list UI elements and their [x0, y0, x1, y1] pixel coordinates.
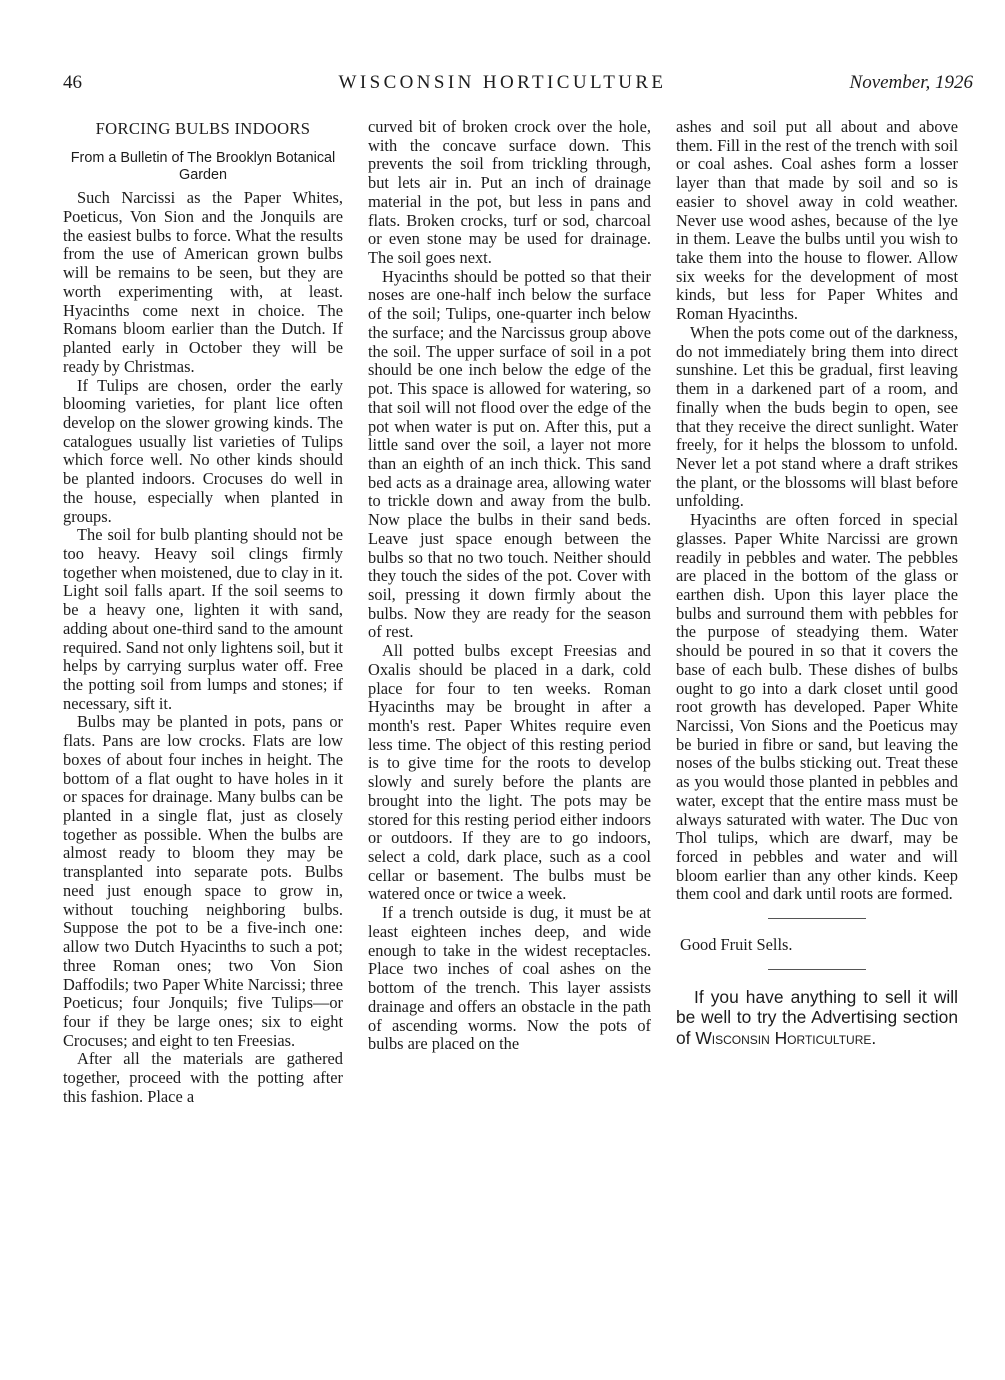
article-column-2 — [368, 118, 651, 1054]
paragraph: When the pots come out of the darkness, do not immediately bring them into direct sunshine. Let this be gradual, first leaving them in a darkened part of a room, and finally when the buds begin to open, see that they receive the direct sunlight. Water freely, for it helps the blossom to unfold. Never let a pot stand where a draft strikes the plant, or the blossoms will blast before unfolding. — [676, 322, 958, 511]
paragraph: After all the materials are gathered together, proceed with the potting after this fashion. Place a — [63, 1049, 343, 1106]
paragraph-continued: ashes and soil put all about and above them. Fill in the rest of the trench with soil or coal ashes. Coal ashes form a losser layer than that made by soil and so is easier to shovel away in cold weather. Never use wood ashes, because of the lye in them. Leave the bulbs until you wish to take them into the house to flower. Allow six weeks for the development of most kinds, but less for Paper Whites and Roman Hyacinths. — [676, 117, 958, 324]
journal-title: WISCONSIN HORTICULTURE — [338, 72, 667, 93]
page-number: 46 — [63, 72, 82, 93]
paragraph: Such Narcissi as the Paper Whites, Poeticus, Von Sion and the Jonquils are the easiest bulbs to force. What the results from the use of American grown bulbs will be remains to be seen, but they are worth experimenting with, at least. Hyacinths come next in choice. The Romans bloom earlier than the Dutch. If planted early in October they will be ready by Christmas. — [63, 188, 343, 376]
paragraph-continued: curved bit of broken crock over the hole, with the concave surface down. This prevents the soil from trickling through, but lets air in. Put an inch of drainage material in the pot, but less in pans and flats. Broken crocks, turf or sod, charcoal or even stone may be used for drainage. The soil goes next. — [368, 117, 651, 268]
paragraph: Bulbs may be planted in pots, pans or flats. Pans are low crocks. Flats are low boxes of about four inches in height. The bottom of a flat ought to have holes in it or spaces for drainage. Many bulbs can be planted in a single flat, just as closely together as possible. When the bulbs are almost ready to bloom they may be transplanted into separate pots. Bulbs need just enough space to grow in, without touching neighboring bulbs. Suppose the pot to be a five-inch one: allow two Dutch Hyacinths to such a pot; three Roman ones; two Von Sion Daffodils; two Paper White Narcissi; three Poeticus; four Jonquils; five Tulips—or four if they be large ones; six to eight Crocuses; and eight to ten Freesias. — [63, 712, 343, 1050]
paragraph: If Tulips are chosen, order the early blooming varieties, for plant lice often develop on the slower growing kinds. The catalogues usually list varieties of Tulips which force well. No other kinds should be planted indoors. Crocuses do well in the house, especially when planted in groups. — [63, 375, 343, 526]
paragraph: Hyacinths are often forced in special glasses. Paper White Narcissi are grown readily in pebbles and water. The pebbles are placed in the bottom of the glass or earthen dish. Upon this layer place the bulbs and surround them with pebbles for the purpose of steadying them. Water should be poured in so that it covers the base of each bulb. These dishes of bulbs ought to go into a dark closet until good root growth has developed. Paper White Narcissi, Von Sions and the Poeticus may be buried in fibre or sand, but leaving the noses of the bulbs sticking out. Treat these as you would those planted in pebbles and water, except that the entire mass must be always saturated with water. The Duc von Thol tulips, which are dwarf, may be forced in pebbles and water and will bloom earlier than any other kinds. Keep them cool and dark until roots are formed. — [676, 510, 958, 904]
article-column-3 — [676, 118, 958, 1048]
filler-note: Good Fruit Sells. — [680, 935, 793, 955]
running-head — [0, 72, 1005, 102]
advertising-note — [676, 987, 958, 1048]
paragraph: If a trench outside is dug, it must be at least eighteen inches deep, and wide enough to take in the widest receptacles. Place two inches of coal ashes on the bottom of the trench. This layer assists drainage and offers an obstacle in the path of ascending worms. Now the pots of bulbs are placed on the — [368, 903, 651, 1054]
article-title: FORCING BULBS INDOORS — [95, 119, 311, 138]
advertising-note-text: If you have anything to sell it will be well to try the Advertising section of — [676, 986, 958, 1048]
advertising-note-end: . — [871, 1027, 877, 1048]
issue-date: November, 1926 — [849, 72, 973, 93]
section-divider — [768, 969, 866, 970]
article-column-1 — [63, 118, 343, 1107]
paragraph: The soil for bulb planting should not be too heavy. Heavy soil clings firmly together when moistened, due to clay in it. Light soil falls apart. If the soil seems to be a heavy one, lighten it with sand, adding about one-third sand to the amount required. Sand not only lightens soil, but it helps by carrying surplus water off. Free the potting soil from lumps and stones; if necessary, sift it. — [63, 525, 343, 713]
article-byline: From a Bulletin of The Brooklyn Botanical Garden — [70, 149, 336, 183]
section-divider — [768, 918, 866, 919]
paragraph: Hyacinths should be potted so that their noses are one-half inch below the surface of the soil; Tulips, one-quarter inch below the surface; and the Narcissus group above the soil. The upper surface of soil in a pot should be one inch below the edge of the pot. This space is allowed for watering, so that soil will not flood over the edge of the pot when water is put on. After this, put a little sand over the soil, a layer not more than an eighth of an inch thick. This sand bed acts as a drainage area, allowing water to trickle down and away from the bulb. Now place the bulbs in their sand beds. Leave just space enough between the bulbs so that no two touch. Neither should they touch the sides of the pot. Cover with soil, pressing it down firmly about the bulbs. Now they are ready for the season of rest. — [368, 266, 651, 642]
paragraph: All potted bulbs except Freesias and Oxalis should be placed in a dark, cold place for four to ten weeks. Roman Hyacinths may be brought in after a month's rest. Paper Whites require even less time. The object of this resting period is to give time for the roots to develop slowly and surely before the plants are brought into the light. The pots may be stored for this resting period either indoors or outdoors. If they are to go indoors, select a cold, dark place, such as a cool cellar or basement. The bulbs must be watered once or twice a week. — [368, 641, 651, 904]
publication-name: Wisconsin Horticulture — [695, 1027, 872, 1048]
